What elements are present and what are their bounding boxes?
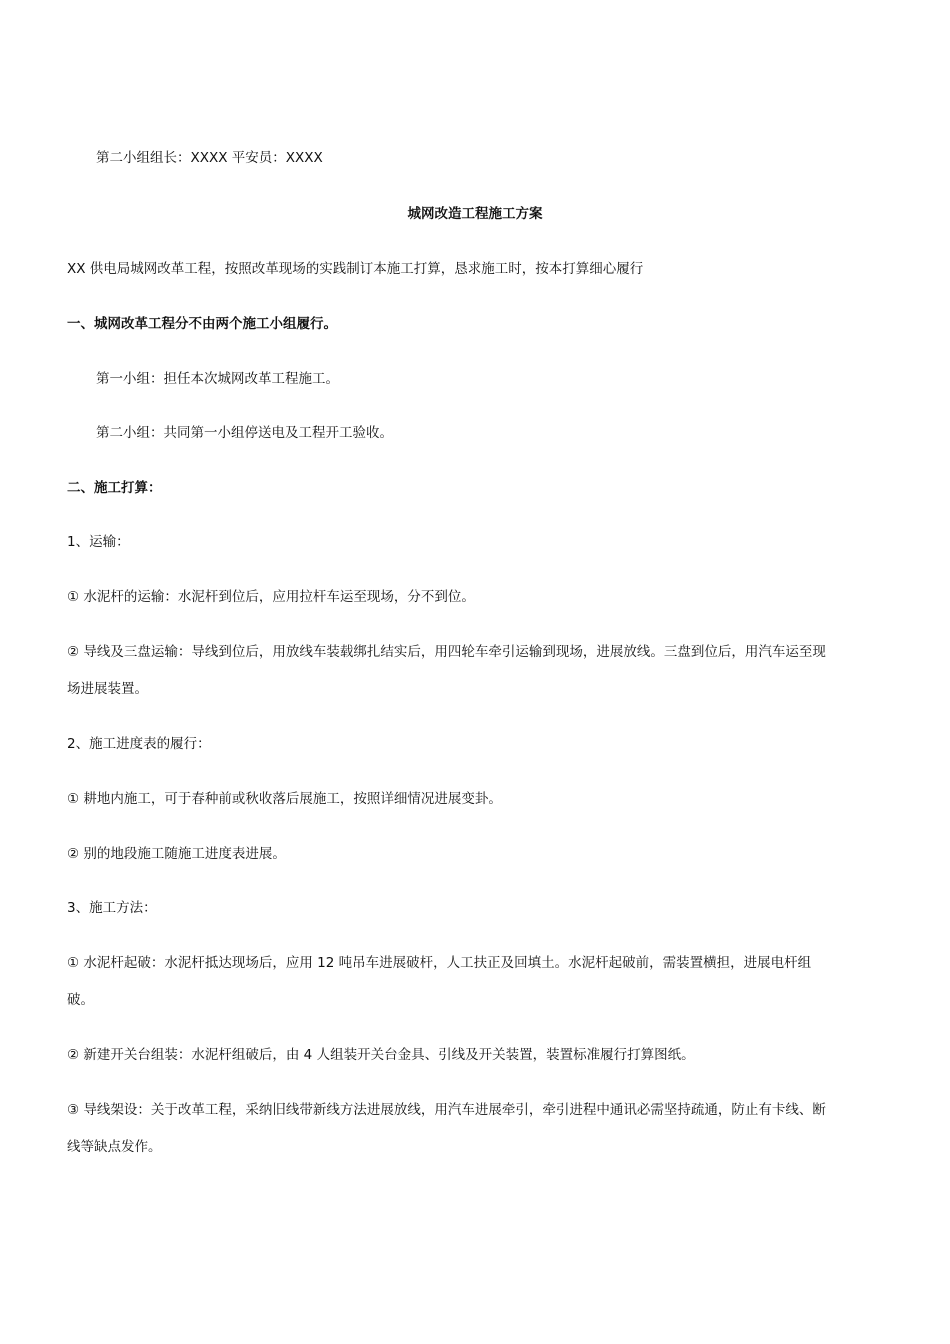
sub3-item3-line1: ③ 导线架设：关于改革工程，采纳旧线带新线方法进展放线，用汽车进展牵引，牵引进程中通讯必需坚持疏通，防止有卡线、断 (67, 1102, 826, 1118)
page-title: 城网改造工程施工方案 (407, 206, 543, 222)
sub1-item1: ① 水泥杆的运输：水泥杆到位后，应用拉杆车运至现场，分不到位。 (67, 589, 475, 605)
intro-paragraph: XX 供电局城网改革工程，按照改革现场的实践制订本施工打算，恳求施工时，按本打算细心履行 (67, 261, 644, 277)
sub1-item2-line1: ② 导线及三盘运输：导线到位后，用放线车装载绑扎结实后，用四轮车牵引运输到现场，进展放线。三盘到位后，用汽车运至现 (67, 644, 826, 660)
sub1-heading: 1、运输： (67, 534, 130, 550)
sub3-item1-line1: ① 水泥杆起破：水泥杆抵达现场后，应用 12 吨吊车进展破杆，人工扶正及回填土。水泥杆起破前，需装置横担，进展电杆组 (67, 955, 812, 971)
sub3-item1-line2: 破。 (67, 992, 94, 1008)
sub3-item2: ② 新建开关台组装：水泥杆组破后，由 4 人组装开关台金具、引线及开关装置，装置标准履行打算图纸。 (67, 1047, 695, 1063)
sub3-heading: 3、施工方法： (67, 900, 157, 916)
section1-group1: 第一小组：担任本次城网改革工程施工。 (96, 371, 339, 387)
sub2-heading: 2、施工进度表的履行： (67, 736, 211, 752)
group-leader-line: 第二小组组长：XXXX 平安员：XXXX (96, 150, 323, 166)
section2-heading: 二、施工打算： (67, 480, 162, 496)
section1-heading: 一、城网改革工程分不由两个施工小组履行。 (67, 316, 337, 332)
sub2-item2: ② 别的地段施工随施工进度表进展。 (67, 846, 286, 862)
section1-group2: 第二小组：共同第一小组停送电及工程开工验收。 (96, 425, 393, 441)
sub2-item1: ① 耕地内施工，可于春种前或秋收落后展施工，按照详细情况进展变卦。 (67, 791, 502, 807)
sub1-item2-line2: 场进展装置。 (67, 681, 148, 697)
sub3-item3-line2: 线等缺点发作。 (67, 1139, 162, 1155)
